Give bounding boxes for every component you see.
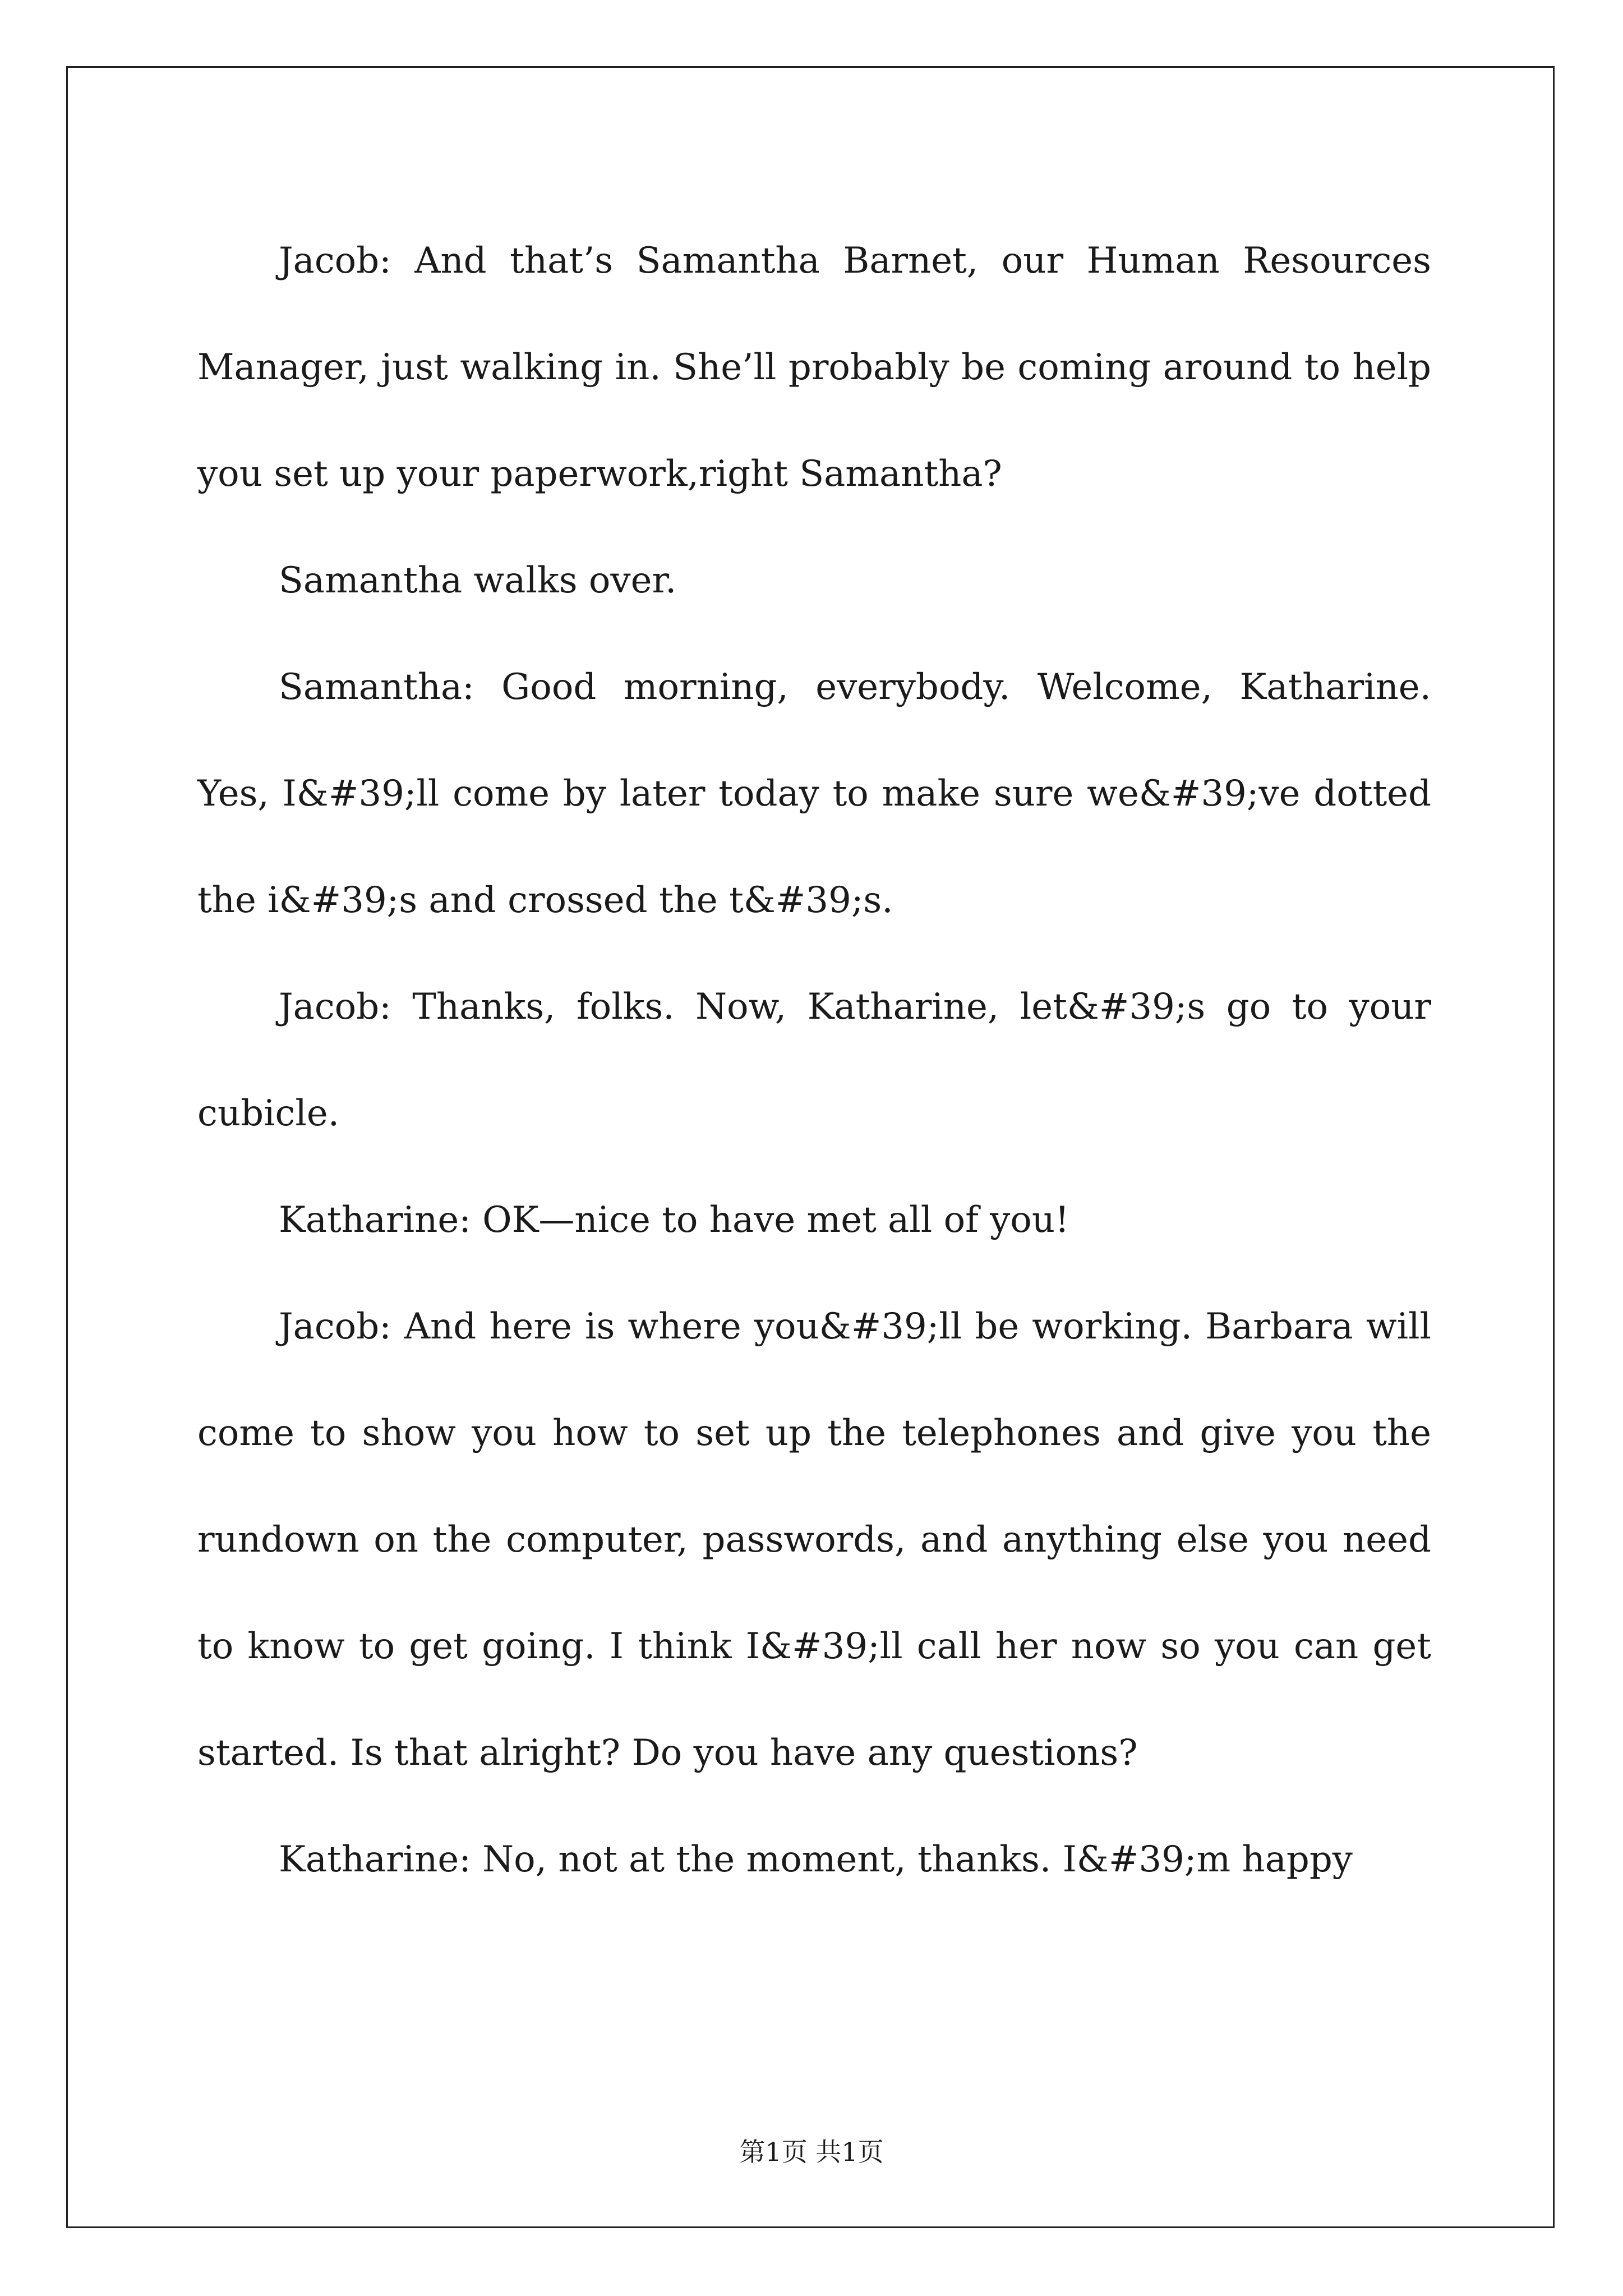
paragraph-4: Jacob: Thanks, folks. Now, Katharine, let&#39;s go to your cubicle. bbox=[197, 986, 1431, 1134]
paragraph-5: Katharine: OK—nice to have met all of you! bbox=[279, 1199, 1069, 1241]
page-footer: 第1页 共1页 bbox=[739, 2137, 884, 2167]
paragraph-2: Samantha walks over. bbox=[279, 560, 677, 601]
paragraph-1: Jacob: And that’s Samantha Barnet, our Human Resources Manager, just walking in. She’ll probably be coming around to help you set up your paperwork,right Samantha? bbox=[197, 240, 1431, 495]
document-body bbox=[197, 208, 1431, 1913]
paragraph-7: Katharine: No, not at the moment, thanks. I&#39;m happy bbox=[279, 1839, 1353, 1880]
paragraph-3: Samantha: Good morning, everybody. Welcome, Katharine. Yes, I&#39;ll come by later today to make sure we&#39;ve dotted the i&#39;s and crossed the t&#39;s. bbox=[197, 666, 1431, 921]
paragraph-6: Jacob: And here is where you&#39;ll be working. Barbara will come to show you how to set up the telephones and give you the rundown on the computer, passwords, and anything else you need to know to get going. I think I&#39;ll call her now so you can get started. Is that alright? Do you have any questions? bbox=[197, 1306, 1431, 1774]
